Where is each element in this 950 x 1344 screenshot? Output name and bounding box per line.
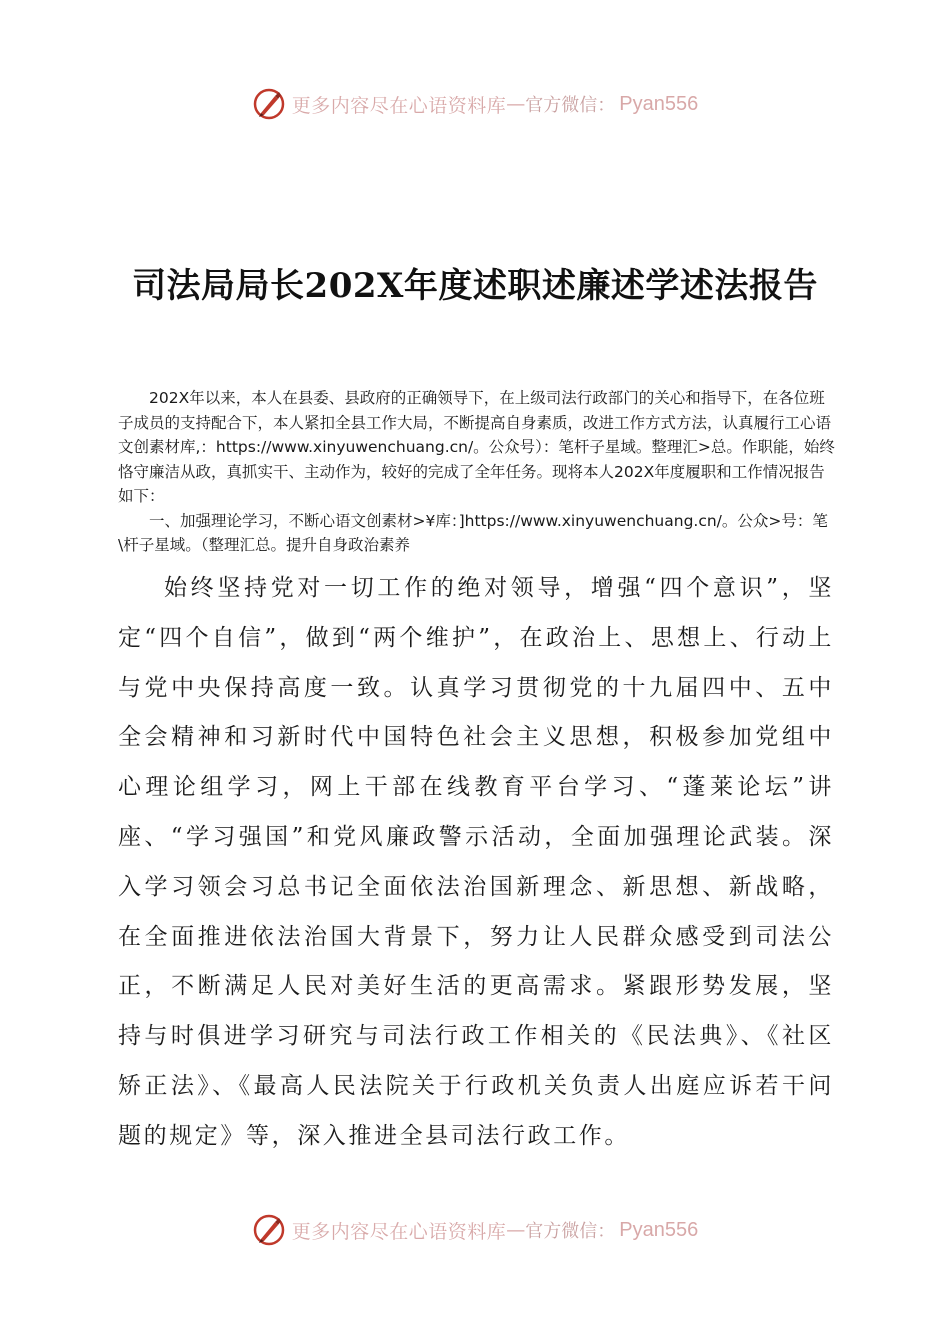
banner-wechat-label: 官方微信： — [525, 1221, 616, 1242]
banner-slogan: 更多内容尽在心语资料库 — [291, 1220, 507, 1243]
banner-slogan: 更多内容尽在心语资料库 — [291, 94, 507, 117]
intro-paragraph: 202X年以来，本人在县委、县政府的正确领导下，在上级司法行政部门的关心和指导下，在各位班子成员的支持配合下，本人紧扣全县工作大局，不断提高自身素质，改进工作方式方法，认真履行工心语文创素材库,：https://www.xinyuwenchuang.cn/。公众号）：笔杆子星域。整理汇>总。作职能，始终恪守廉洁从政，真抓实干、主动作为，较好的完成了全年任务。现将本人202X年度履职和工作情况报告如下： — [118, 389, 835, 505]
document-title: 司法局局长202X年度述职述廉述学述法报告 — [132, 266, 818, 306]
banner-separator: — — [506, 1219, 526, 1241]
section-heading: 一、加强理论学习，不断心语文创素材>¥库：]https://www.xinyuwenchuang.cn/。公众>号：笔\杆子星域。（整理汇总。提升自身政治素养 — [118, 511, 828, 554]
intro-section — [118, 386, 836, 558]
body-paragraph: 始终坚持党对一切工作的绝对领导，增强“四个意识”，坚定“四个自信”，做到“两个维护”，在政治上、思想上、行动上与党中央保持高度一致。认真学习贯彻党的十九届四中、五中全会精神和习新时代中国特色社会主义思想，积极参加党组中心理论组学习，网上干部在线教育平台学习、“蓬莱论坛”讲座、“学习强国”和党风廉政警示活动，全面加强理论武装。深入学习领会习总书记全面依法治国新理念、新思想、新战略，在全面推进依法治国大背景下，努力让人民群众感受到司法公正，不断满足人民对美好生活的更高需求。紧跟形势发展，坚持与时俱进学习研究与司法行政工作相关的《民法典》、《社区矫正法》、《最高人民法院关于行政机关负责人出庭应诉若干问题的规定》等，深入推进全县司法行政工作。 — [118, 575, 834, 1149]
pen-logo-icon — [252, 87, 286, 121]
banner-wechat-label: 官方微信： — [525, 95, 616, 116]
banner-separator: — — [506, 93, 526, 115]
banner-wechat-id: Pyan556 — [619, 1218, 699, 1241]
header-watermark-banner — [0, 84, 950, 124]
banner-wechat-id: Pyan556 — [619, 92, 699, 115]
pen-logo-icon — [252, 1213, 286, 1247]
footer-watermark-banner — [0, 1210, 950, 1250]
